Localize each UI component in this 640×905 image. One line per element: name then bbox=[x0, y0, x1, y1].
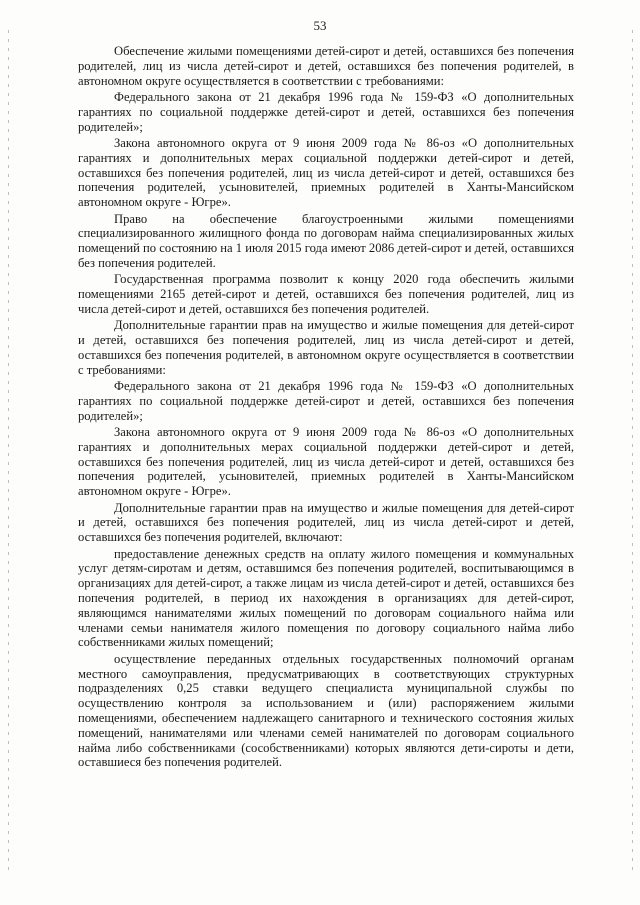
page-number: 53 bbox=[313, 18, 327, 33]
paragraph: Закона автономного округа от 9 июня 2009 года № 86-оз «О дополнительных гарантиях и дополнительных мерах социальной поддержки детей-сирот и детей, оставшихся без попечения родителей, лиц из числа детей-сирот и детей, оставшихся без попечения родителей, усыновителей, приемных родителей в Ханты-Мансийском автономном округе - Югре». bbox=[78, 135, 574, 210]
paragraph: Обеспечение жилыми помещениями детей-сирот и детей, оставшихся без попечения родителей, лиц из числа детей-сирот и детей, оставшихся без попечения родителей, в автономном округе осуществляется в соответствии с требованиями: bbox=[78, 44, 574, 88]
paragraph: Федерального закона от 21 декабря 1996 года № 159-ФЗ «О дополнительных гарантиях по социальной поддержке детей-сирот и детей, оставшихся без попечения родителей»; bbox=[78, 379, 574, 423]
scan-right-edge bbox=[632, 30, 633, 875]
paragraph: Государственная программа позволит к концу 2020 года обеспечить жилыми помещениями 2165 детей-сирот и детей, оставшихся без попечения родителей, лиц из числа детей-сирот и детей, оставшихся без попечения родителей. bbox=[78, 272, 574, 316]
paragraph: предоставление денежных средств на оплату жилого помещения и коммунальных услуг детям-сиротам и детям, оставшимся без попечения родителей, воспитывающимся в организациях для детей-сирот, а также лицам из числа детей-сирот и детей, оставшихся без попечения родителей, в период их нахождения в организациях для детей-сирот, являющимся нанимателями жилых помещений по договорам социального найма или членами семьи нанимателя жилого помещения по договору социального найма либо собственниками жилых помещений; bbox=[78, 546, 574, 650]
paragraph: осуществление переданных отдельных государственных полномочий органам местного самоуправления, предусматривающих в соответствующих структурных подразделениях 0,25 ставки ведущего специалиста муниципальной службы по осуществлению контроля за использованием и (или) распоряжением жилыми помещениями, обеспечением надлежащего санитарного и технического состояния жилых помещений, нанимателями или членами семей нанимателей по договорам социального найма либо собственниками (сособственниками) которых являются дети-сироты и дети, оставшиеся без попечения родителей. bbox=[78, 651, 574, 770]
paragraph: Федерального закона от 21 декабря 1996 года № 159-ФЗ «О дополнительных гарантиях по социальной поддержке детей-сирот и детей, оставшихся без попечения родителей»; bbox=[78, 89, 574, 134]
body-text bbox=[78, 44, 574, 772]
paragraph: Дополнительные гарантии прав на имущество и жилые помещения для детей-сирот и детей, оставшихся без попечения родителей, лиц из числа детей-сирот и детей, оставшихся без попечения родителей, в автономном округе осуществляется в соответствии с требованиями: bbox=[78, 318, 574, 377]
scan-left-edge bbox=[8, 30, 9, 875]
paragraph: Дополнительные гарантии прав на имущество и жилые помещения для детей-сирот и детей, оставшихся без попечения родителей, лиц из числа детей-сирот и детей, оставшихся без попечения родителей, включают: bbox=[78, 500, 574, 545]
paragraph: Закона автономного округа от 9 июня 2009 года № 86-оз «О дополнительных гарантиях и дополнительных мерах социальной поддержки детей-сирот и детей, оставшихся без попечения родителей, лиц из числа детей-сирот и детей, оставшихся без попечения родителей, усыновителей, приемных родителей в Ханты-Мансийском автономном округе - Югре». bbox=[78, 425, 574, 499]
paragraph: Право на обеспечение благоустроенными жилыми помещениями специализированного жилищного фонда по договорам найма специализированных жилых помещений по состоянию на 1 июля 2015 года имеют 2086 детей-сирот и детей, оставшихся без попечения родителей. bbox=[78, 211, 574, 270]
